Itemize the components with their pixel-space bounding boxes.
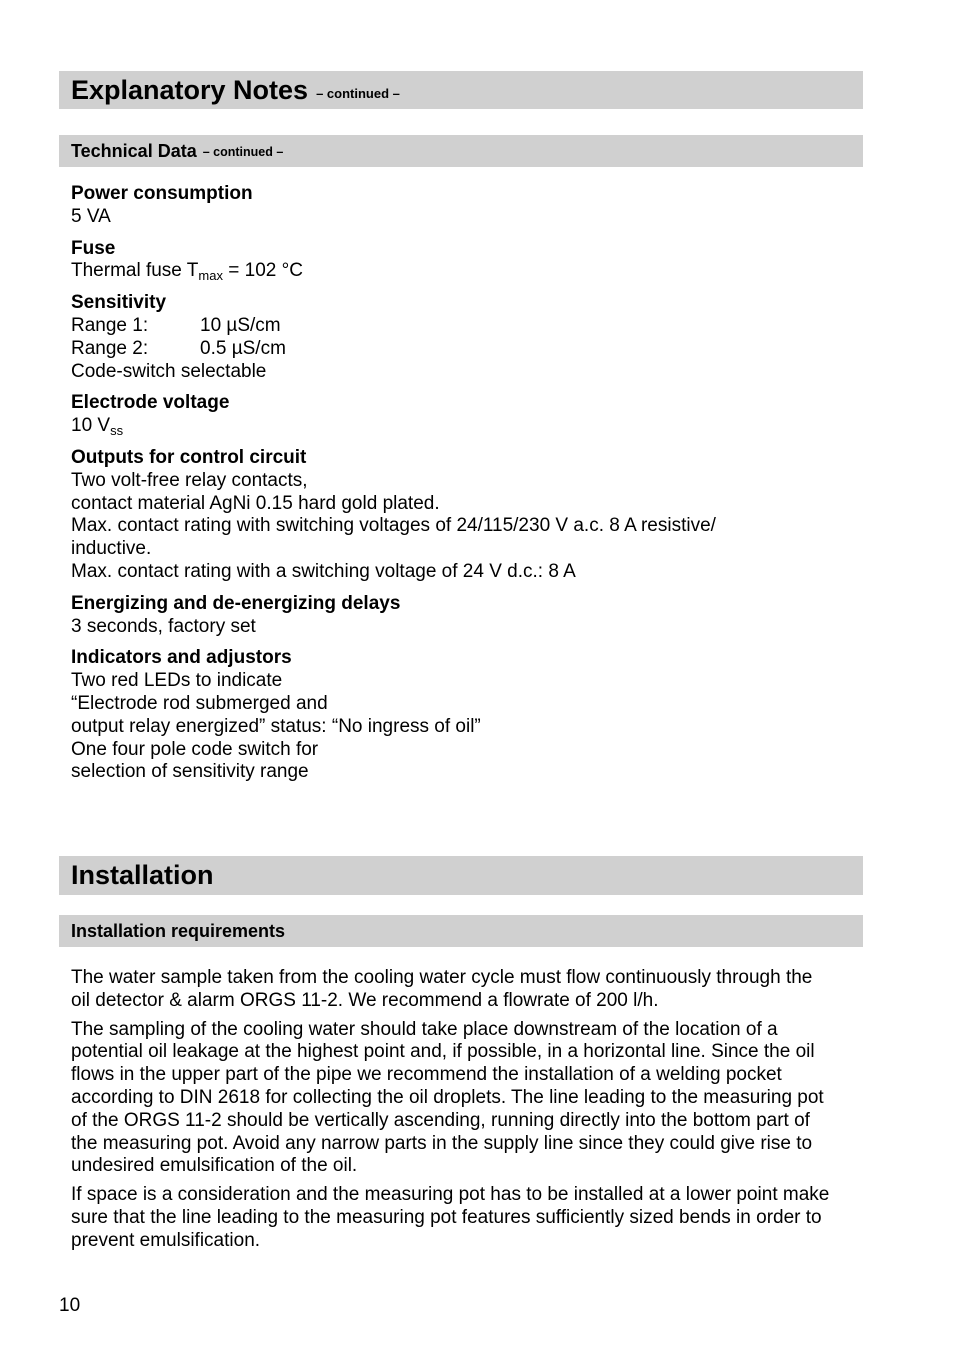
spec-value: 3 seconds, factory set xyxy=(71,615,256,637)
paragraph: The sampling of the cooling water should take place downstream of the location of a potential oil leakage at the highest point and, if possible, in a horizontal line. Since the oil flows in the upper part of the pipe we recommend the installation of a welding pocket according to DIN 2618 for collecting the oil droplets. The line leading to the measuring pot of the ORGS 11-2 should be vertically ascending, running directly into the bottom part of the measuring pot. Avoid any narrow parts in the supply line since they could give rise to undesired emulsification of the oil. xyxy=(71,1018,824,1177)
electrode-subscript: ss xyxy=(110,423,124,439)
spec-line: “Electrode rod submerged and xyxy=(71,692,328,714)
fuse-subscript: max xyxy=(198,268,223,284)
section-header-explanatory-notes xyxy=(59,71,863,109)
technical-data-list xyxy=(71,183,831,793)
spec-title: Sensitivity xyxy=(71,292,167,314)
range-value: 0.5 µS/cm xyxy=(200,337,286,359)
spec-line: inductive. xyxy=(71,538,152,560)
spec-delays xyxy=(71,593,831,639)
spec-sensitivity xyxy=(71,292,831,383)
continued-label: – continued – xyxy=(316,85,400,101)
spec-title: Energizing and de-energizing delays xyxy=(71,592,401,614)
spec-indicators xyxy=(71,647,831,784)
range-2-row xyxy=(71,338,831,361)
sensitivity-note: Code-switch selectable xyxy=(71,360,267,382)
spec-title: Fuse xyxy=(71,237,116,259)
range-value: 10 µS/cm xyxy=(200,314,281,336)
spec-value xyxy=(71,415,831,438)
range-label: Range 2: xyxy=(71,337,149,359)
range-1-row xyxy=(71,315,831,338)
spec-title: Electrode voltage xyxy=(71,392,230,414)
spec-title: Indicators and adjustors xyxy=(71,647,292,669)
spec-title: Outputs for control circuit xyxy=(71,446,307,468)
page-title: Explanatory Notes xyxy=(71,74,309,105)
spec-line: selection of sensitivity range xyxy=(71,761,309,783)
spec-value: 5 VA xyxy=(71,205,111,227)
spec-electrode-voltage xyxy=(71,392,831,438)
spec-line: Max. contact rating with switching voltages of 24/115/230 V a.c. 8 A resistive/ xyxy=(71,515,716,537)
spec-line: Max. contact rating with a switching voltage of 24 V d.c.: 8 A xyxy=(71,560,576,582)
spec-fuse xyxy=(71,238,831,284)
paragraph: If space is a consideration and the measuring pot has to be installed at a lower point make sure that the line leading to the measuring pot features sufficiently sized bends in order to prevent emulsification. xyxy=(71,1184,830,1251)
spec-outputs xyxy=(71,447,831,584)
section-title: Installation xyxy=(71,860,214,890)
section-header-installation xyxy=(59,856,863,895)
spec-line: contact material AgNi 0.15 hard gold plated. xyxy=(71,492,440,514)
installation-text xyxy=(71,967,831,1259)
subsection-header-installation-requirements xyxy=(59,915,863,947)
spec-value xyxy=(71,260,831,283)
paragraph: The water sample taken from the cooling water cycle must flow continuously through the oil detector & alarm ORGS 11-2. We recommend a flowrate of 200 l/h. xyxy=(71,967,813,1011)
spec-line: One four pole code switch for xyxy=(71,738,319,760)
spec-line: output relay energized” status: “No ingress of oil” xyxy=(71,715,481,737)
continued-label: – continued – xyxy=(202,145,284,159)
subsection-title: Installation requirements xyxy=(71,920,286,941)
fuse-prefix: Thermal fuse T xyxy=(71,260,199,282)
spec-title: Power consumption xyxy=(71,183,253,204)
page-number: 10 xyxy=(59,1295,81,1316)
spec-line: Two red LEDs to indicate xyxy=(71,670,283,692)
subsection-title: Technical Data xyxy=(71,140,197,161)
spec-power-consumption xyxy=(71,183,831,229)
subsection-header-technical-data xyxy=(59,135,863,167)
electrode-prefix: 10 V xyxy=(71,415,111,437)
range-label: Range 1: xyxy=(71,314,149,336)
spec-line: Two volt-free relay contacts, xyxy=(71,469,308,491)
fuse-suffix: = 102 °C xyxy=(222,260,303,282)
